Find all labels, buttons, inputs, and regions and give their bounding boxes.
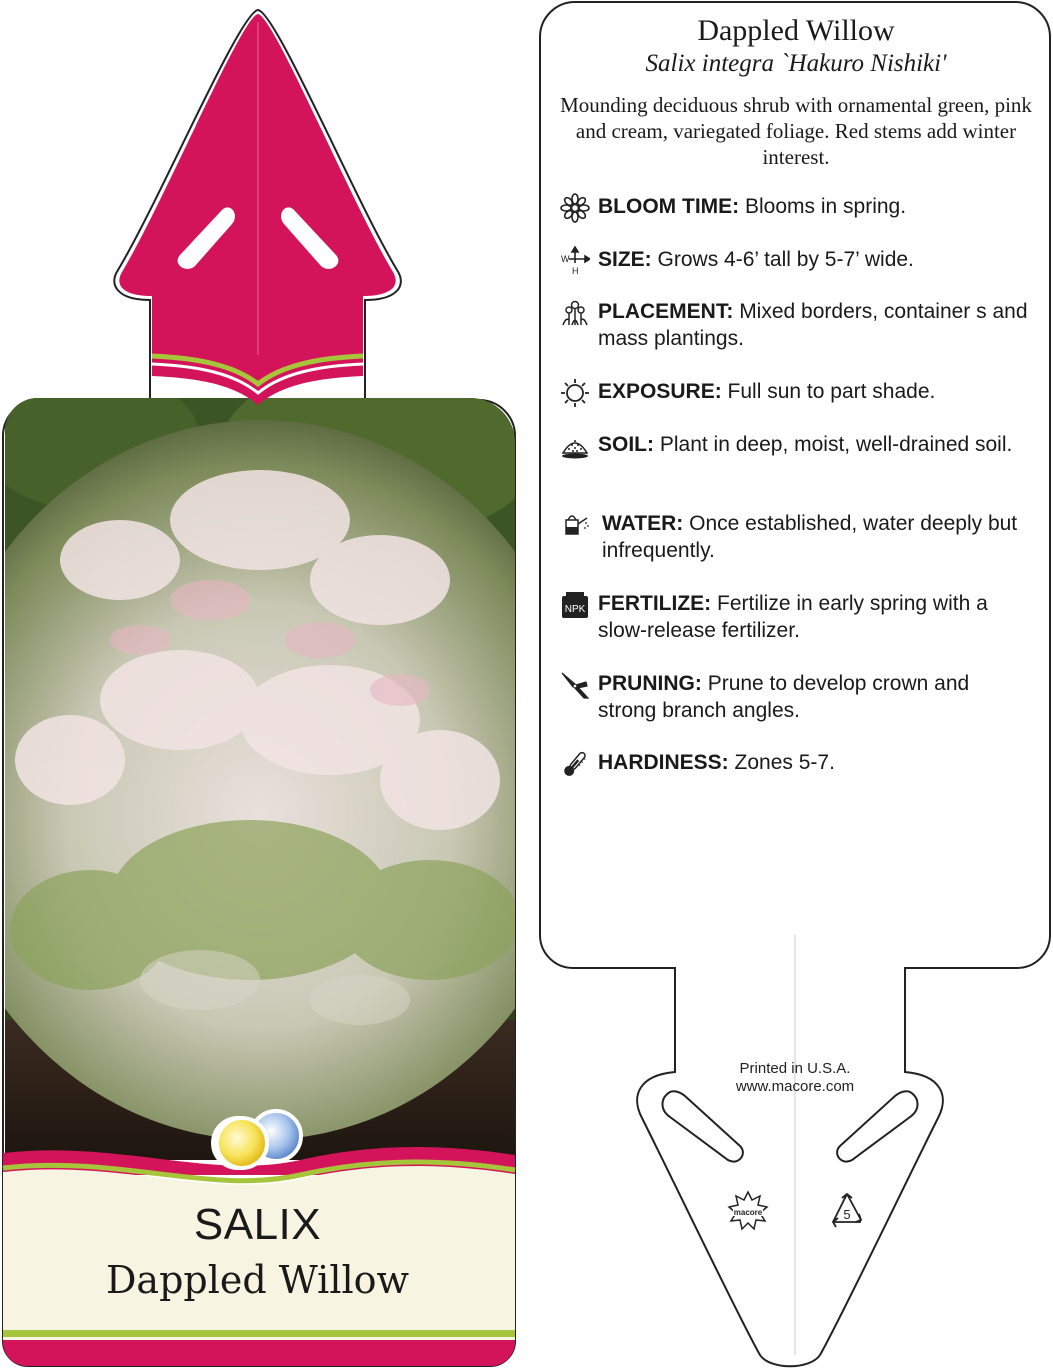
care-label: WATER: (602, 512, 684, 535)
printed-line: Printed in U.S.A. (739, 1060, 851, 1077)
cream-panel (3, 1166, 515, 1340)
care-text: Blooms in spring. (745, 195, 907, 218)
care-label: PRUNING: (598, 672, 702, 695)
care-label: PLACEMENT: (598, 300, 734, 323)
flower-icon (560, 193, 590, 223)
care-text: Mixed borders, container s and mass plantings. (598, 300, 1028, 350)
care-text: Fertilize in early spring with a slow-release fertilizer. (598, 592, 988, 642)
plant-description: Mounding deciduous shrub with ornamental green, pink and cream, variegated foliage. Red stems add winter interest. (560, 93, 1032, 169)
pruning-shears-icon (560, 670, 590, 700)
svg-text:W: W (561, 254, 570, 264)
fertilizer-icon (560, 590, 590, 620)
thermometer-icon (560, 749, 590, 779)
front-common-name: Dappled Willow (105, 1258, 410, 1302)
care-text: Once established, water deeply but infrequently. (602, 512, 1018, 562)
plants-icon (560, 298, 590, 328)
back-common-name: Dappled Willow (697, 14, 895, 47)
bottom-magenta-bar (3, 1340, 515, 1366)
care-fertilize (560, 590, 1030, 644)
care-label: SIZE: (598, 248, 652, 271)
latin-name: Salix integra `Hakuro Nishiki' (645, 50, 947, 77)
care-text: Grows 4-6’ tall by 5-7’ wide. (657, 248, 914, 271)
sun-icon (560, 378, 590, 408)
care-text: Full sun to part shade. (727, 380, 936, 403)
svg-text:H: H (572, 266, 579, 276)
printed-info (690, 1060, 900, 1096)
watering-can-icon (560, 510, 590, 540)
svg-text:NPK: NPK (564, 604, 586, 615)
care-hardiness (560, 749, 1030, 776)
care-size (560, 246, 1030, 276)
care-text: Plant in deep, moist, well-drained soil. (659, 433, 1013, 456)
care-label: FERTILIZE: (598, 592, 712, 615)
care-text: Zones 5-7. (734, 751, 835, 774)
svg-text:macore: macore (733, 1208, 763, 1217)
care-exposure (560, 378, 1030, 405)
care-placement (560, 298, 1030, 352)
svg-text:5: 5 (843, 1207, 851, 1222)
care-label: SOIL: (598, 433, 654, 456)
recycle-icon (828, 1192, 866, 1228)
plant-photo (0, 360, 520, 1170)
front-tag (0, 0, 520, 1369)
bottom-lime-bar (3, 1330, 515, 1337)
care-label: BLOOM TIME: (598, 195, 740, 218)
front-genus-name: SALIX (193, 1200, 322, 1249)
care-water (560, 510, 1030, 564)
care-bloom-time (560, 193, 1030, 220)
care-label: HARDINESS: (598, 751, 729, 774)
care-pruning (560, 670, 1030, 724)
macore-logo-icon (727, 1190, 769, 1232)
care-soil (560, 431, 1030, 458)
care-label: EXPOSURE: (598, 380, 722, 403)
soil-icon (560, 431, 590, 461)
care-text: Prune to develop crown and strong branch angles. (598, 672, 970, 722)
size-arrows-icon (560, 246, 590, 276)
website-text: www.macore.com (735, 1078, 855, 1095)
